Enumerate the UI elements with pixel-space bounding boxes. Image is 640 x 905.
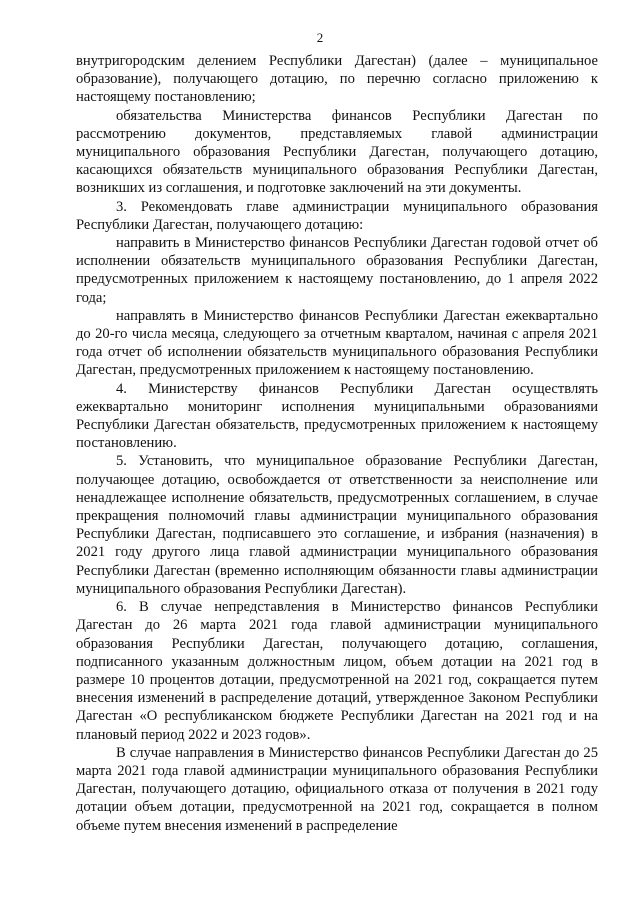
paragraph: обязательства Министерства финансов Республики Дагестан по рассмотрению документов, представляемых главой администрации муниципального образования Республики Дагестан, получающего дотацию, касающихся обязательств муниципального образования Республики Дагестан, возникших из соглашения, и подготовке заключений на эти документы.	[76, 107, 598, 197]
paragraph-continued: внутригородским делением Республики Дагестан) (далее – муниципальное образование), получающего дотацию, по перечню согласно приложению к настоящему постановлению;	[76, 53, 598, 106]
page-number: 2	[316, 30, 324, 45]
paragraph-item-3: 3. Рекомендовать главе администрации муниципального образования Республики Дагестан, получающего дотацию:	[76, 198, 598, 233]
paragraph: направить в Министерство финансов Республики Дагестан годовой отчет об исполнении обязательств муниципального образования Республики Дагестан, предусмотренных приложением к настоящему постановлению, до 1 апреля 2022 года;	[76, 235, 598, 306]
paragraph: направлять в Министерство финансов Республики Дагестан ежеквартально до 20-го числа месяца, следующего за отчетным кварталом, начиная с апреля 2021 года отчет об исполнении обязательств муниципального образования Республики Дагестан, предусмотренных приложением к настоящему постановлению.	[76, 307, 598, 379]
paragraph-item-5: 5. Установить, что муниципальное образование Республики Дагестан, получающее дотацию, освобождается от ответственности за неисполнение или ненадлежащее исполнение обязательств, предусмотренных соглашением, в случае прекращения полномочий главы администрации муниципального образования Республики Дагестан, подписавшего это соглашение, и избрания (назначения) в 2021 году другого лица главой администрации муниципального образования Республики Дагестан (временно исполняющим обязанности главы администрации муниципального образования Республики Дагестан).	[76, 453, 598, 597]
paragraph-item-6: 6. В случае непредставления в Министерство финансов Республики Дагестан до 26 марта 2021 года главой администрации муниципального образования Республики Дагестан, получающего дотацию, соглашения, подписанного указанным должностным лицом, объем дотации на 2021 год в размере 10 процентов дотации, предусмотренной на 2021 год, сокращается путем внесения изменений в распределение дотаций, утвержденное Законом Республики Дагестан «О республиканском бюджете Республики Дагестан на 2021 год и на плановый период 2022 и 2023 годов».	[76, 599, 598, 743]
paragraph-item-4: 4. Министерству финансов Республики Дагестан осуществлять ежеквартально мониторинг исполнения муниципальными образованиями Республики Дагестан обязательств, предусмотренных приложением к настоящему постановлению.	[76, 380, 598, 452]
paragraph: В случае направления в Министерство финансов Республики Дагестан до 25 марта 2021 года главой администрации муниципального образования Республики Дагестан, получающего дотацию, официального отказа от получения в 2021 году дотации объем дотации, предусмотренной на 2021 год, сокращается в полном объеме путем внесения изменений в распределение	[76, 744, 598, 834]
document-body	[76, 52, 598, 835]
